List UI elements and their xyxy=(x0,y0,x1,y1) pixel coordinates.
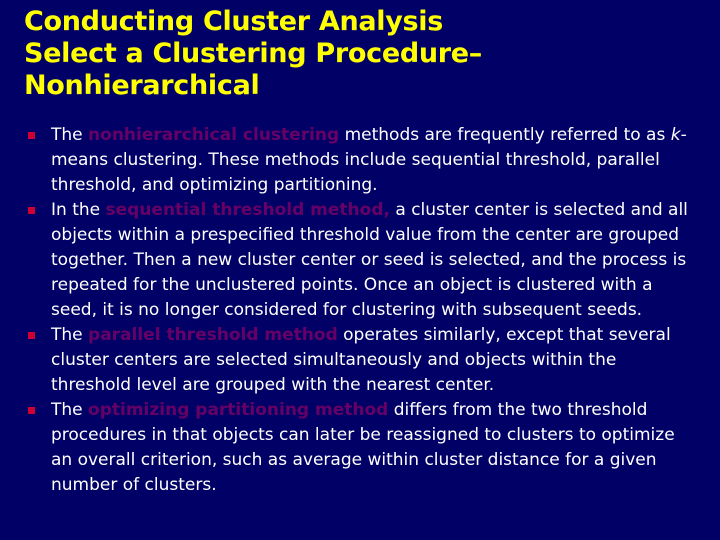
highlight-term: optimizing partitioning method xyxy=(88,400,389,420)
highlight-term: sequential threshold method, xyxy=(105,200,390,220)
bullet-item-optimizing-partitioning xyxy=(28,398,700,498)
title-line-2: Select a Clustering Procedure– xyxy=(24,38,483,69)
square-bullet-icon xyxy=(28,332,35,339)
highlight-term: nonhierarchical clustering xyxy=(88,125,340,145)
title-line-1: Conducting Cluster Analysis xyxy=(24,6,444,37)
highlight-term: parallel threshold method xyxy=(88,325,338,345)
square-bullet-icon xyxy=(28,207,35,214)
bullet-text: In the xyxy=(51,200,106,220)
bullet-text: The xyxy=(51,400,89,420)
bullet-text: -means clustering. These methods include sequential threshold, parallel threshold, and optimizing partitioning. xyxy=(51,125,687,195)
slide-title xyxy=(24,6,704,102)
square-bullet-icon xyxy=(28,407,35,414)
title-line-3: Nonhierarchical xyxy=(24,70,260,101)
bullet-text: a cluster center is selected and all objects within a prespecified threshold value from the center are grouped together. Then a new cluster center or seed is selected, and the process is repeated for the unclustered points. Once an object is clustered with a seed, it is no longer considered for clustering with subsequent seeds. xyxy=(51,200,688,320)
bullet-text: The xyxy=(51,325,89,345)
bullet-text: methods are frequently referred to as xyxy=(339,125,671,145)
square-bullet-icon xyxy=(28,132,35,139)
bullet-item-sequential-threshold xyxy=(28,198,700,323)
bullet-item-nonhierarchical xyxy=(28,123,700,198)
bullet-item-parallel-threshold xyxy=(28,323,700,398)
bullet-text: The xyxy=(51,125,89,145)
bullet-text: operates similarly, except that several cluster centers are selected simultaneously and objects within the threshold level are grouped with the nearest center. xyxy=(51,325,671,395)
italic-k: k xyxy=(670,125,681,145)
bullet-text: differs from the two threshold procedures in that objects can later be reassigned to clusters to optimize an overall criterion, such as average within cluster distance for a given number of clusters. xyxy=(51,400,675,495)
bullet-list xyxy=(28,123,700,498)
